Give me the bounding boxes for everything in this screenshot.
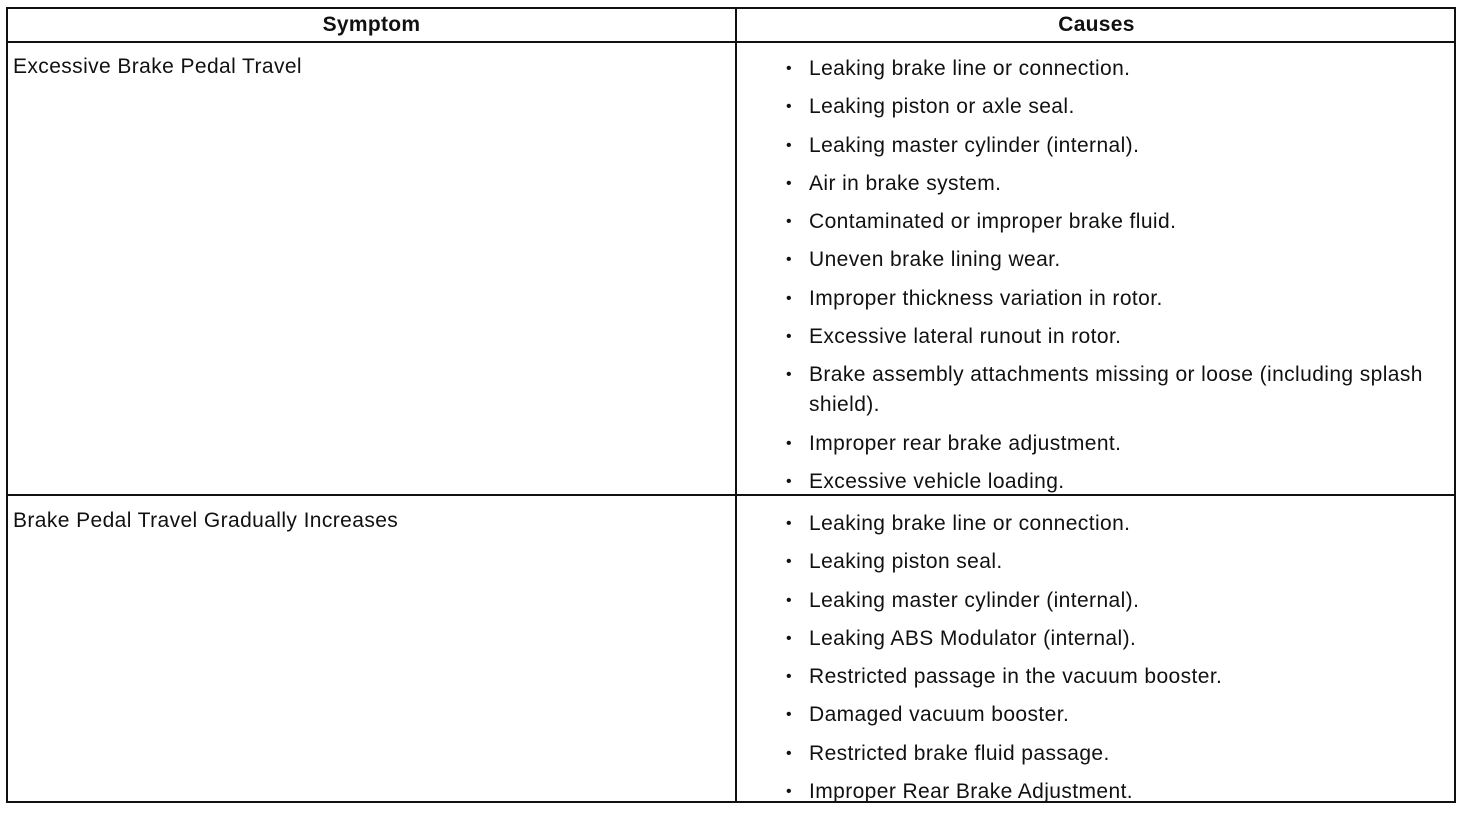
bullet-icon: • bbox=[786, 783, 793, 801]
bullet-icon: • bbox=[786, 706, 793, 724]
bullet-icon: • bbox=[786, 591, 793, 609]
cause-item bbox=[778, 739, 1438, 769]
cause-item bbox=[778, 360, 1438, 420]
bullet-icon: • bbox=[786, 98, 793, 116]
cause-item bbox=[778, 467, 1438, 497]
causes-list-excessive-travel bbox=[778, 54, 1438, 505]
bullet-icon: • bbox=[786, 136, 793, 154]
bullet-icon: • bbox=[786, 366, 793, 384]
cause-text: Brake assembly attachments missing or loose (including splash shield). bbox=[809, 363, 1423, 417]
bullet-icon: • bbox=[786, 251, 793, 269]
bullet-icon: • bbox=[786, 668, 793, 686]
cause-text: Leaking master cylinder (internal). bbox=[809, 133, 1140, 157]
header-divider bbox=[8, 41, 1454, 43]
cause-item bbox=[778, 169, 1438, 199]
bullet-icon: • bbox=[786, 60, 793, 77]
bullet-icon: • bbox=[786, 515, 793, 532]
cause-text: Improper Rear Brake Adjustment. bbox=[809, 780, 1134, 804]
cause-item bbox=[778, 700, 1438, 730]
cause-item bbox=[778, 777, 1438, 807]
bullet-icon: • bbox=[786, 629, 793, 647]
cause-item bbox=[778, 586, 1438, 616]
cause-item bbox=[778, 131, 1438, 161]
symptom-column-header: Symptom bbox=[322, 13, 421, 36]
bullet-icon: • bbox=[786, 174, 793, 192]
bullet-icon: • bbox=[786, 289, 793, 307]
cause-item bbox=[778, 662, 1438, 692]
cause-text: Improper thickness variation in rotor. bbox=[809, 286, 1163, 310]
bullet-icon: • bbox=[786, 553, 793, 571]
cause-item bbox=[778, 547, 1438, 577]
cause-text: Damaged vacuum booster. bbox=[809, 703, 1070, 727]
column-divider bbox=[735, 9, 737, 801]
bullet-icon: • bbox=[786, 472, 793, 490]
cause-text: Excessive lateral runout in rotor. bbox=[809, 325, 1122, 349]
cause-text: Air in brake system. bbox=[809, 171, 1002, 195]
cause-text: Leaking ABS Modulator (internal). bbox=[809, 626, 1137, 650]
bullet-icon: • bbox=[786, 434, 793, 452]
cause-item bbox=[778, 322, 1438, 352]
symptom-cell-excessive-travel: Excessive Brake Pedal Travel bbox=[13, 55, 302, 78]
cause-item bbox=[778, 624, 1438, 654]
cause-text: Improper rear brake adjustment. bbox=[809, 431, 1122, 455]
cause-item bbox=[778, 92, 1438, 122]
cause-item bbox=[778, 54, 1438, 84]
cause-text: Leaking piston or axle seal. bbox=[809, 95, 1075, 119]
cause-item bbox=[778, 207, 1438, 237]
causes-list-gradual-increase bbox=[778, 509, 1438, 815]
cause-text: Restricted passage in the vacuum booster. bbox=[809, 665, 1223, 689]
symptom-causes-table bbox=[6, 7, 1456, 803]
cause-text: Leaking brake line or connection. bbox=[809, 57, 1131, 80]
cause-item bbox=[778, 284, 1438, 314]
cause-item bbox=[778, 429, 1438, 459]
cause-text: Uneven brake lining wear. bbox=[809, 248, 1061, 272]
cause-item bbox=[778, 245, 1438, 275]
cause-text: Leaking master cylinder (internal). bbox=[809, 588, 1140, 612]
causes-column-header: Causes bbox=[1058, 13, 1135, 36]
symptom-cell-gradual-increase: Brake Pedal Travel Gradually Increases bbox=[13, 509, 399, 532]
cause-text: Leaking brake line or connection. bbox=[809, 512, 1131, 535]
cause-text: Restricted brake fluid passage. bbox=[809, 741, 1110, 765]
bullet-icon: • bbox=[786, 213, 793, 231]
cause-text: Contaminated or improper brake fluid. bbox=[809, 210, 1177, 234]
cause-text: Excessive vehicle loading. bbox=[809, 469, 1065, 493]
cause-item bbox=[778, 509, 1438, 539]
cause-text: Leaking piston seal. bbox=[809, 550, 1003, 574]
bullet-icon: • bbox=[786, 744, 793, 762]
bullet-icon: • bbox=[786, 328, 793, 346]
